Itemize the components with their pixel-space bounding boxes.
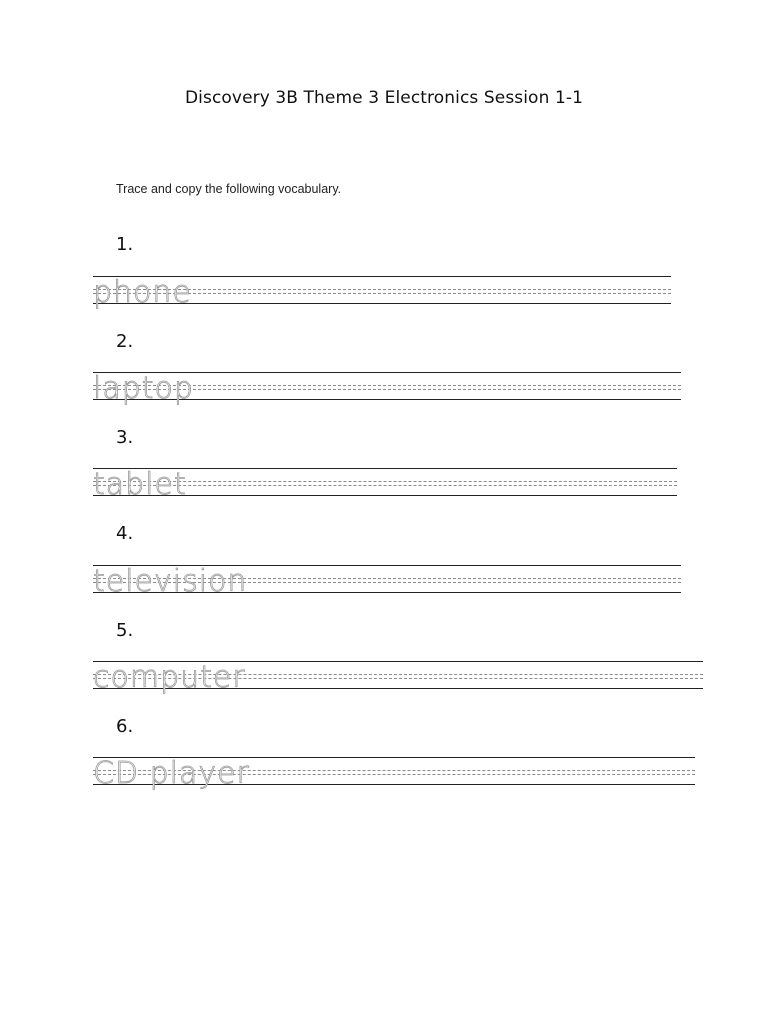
tracing-line-computer[interactable] xyxy=(93,661,703,697)
item-number: 4. xyxy=(116,523,134,544)
tracing-line-laptop[interactable] xyxy=(93,372,681,408)
tracing-line-cd-player[interactable] xyxy=(93,757,695,793)
trace-word: tablet xyxy=(93,467,187,502)
tracing-line-tablet[interactable] xyxy=(93,468,677,504)
item-number: 3. xyxy=(116,427,134,448)
page-title: Discovery 3B Theme 3 Electronics Session 1-1 xyxy=(184,88,584,108)
tracing-line-television[interactable] xyxy=(93,565,681,601)
item-number: 6. xyxy=(116,716,134,737)
trace-word: computer xyxy=(93,660,246,695)
item-number: 2. xyxy=(116,331,134,352)
trace-word: CD player xyxy=(93,756,250,791)
item-number: 1. xyxy=(116,234,134,255)
item-number: 5. xyxy=(116,620,134,641)
instruction-text: Trace and copy the following vocabulary. xyxy=(116,182,342,196)
trace-word: laptop xyxy=(93,371,194,406)
trace-word: television xyxy=(93,564,248,599)
tracing-line-phone[interactable] xyxy=(93,276,671,312)
trace-word: phone xyxy=(93,275,192,310)
